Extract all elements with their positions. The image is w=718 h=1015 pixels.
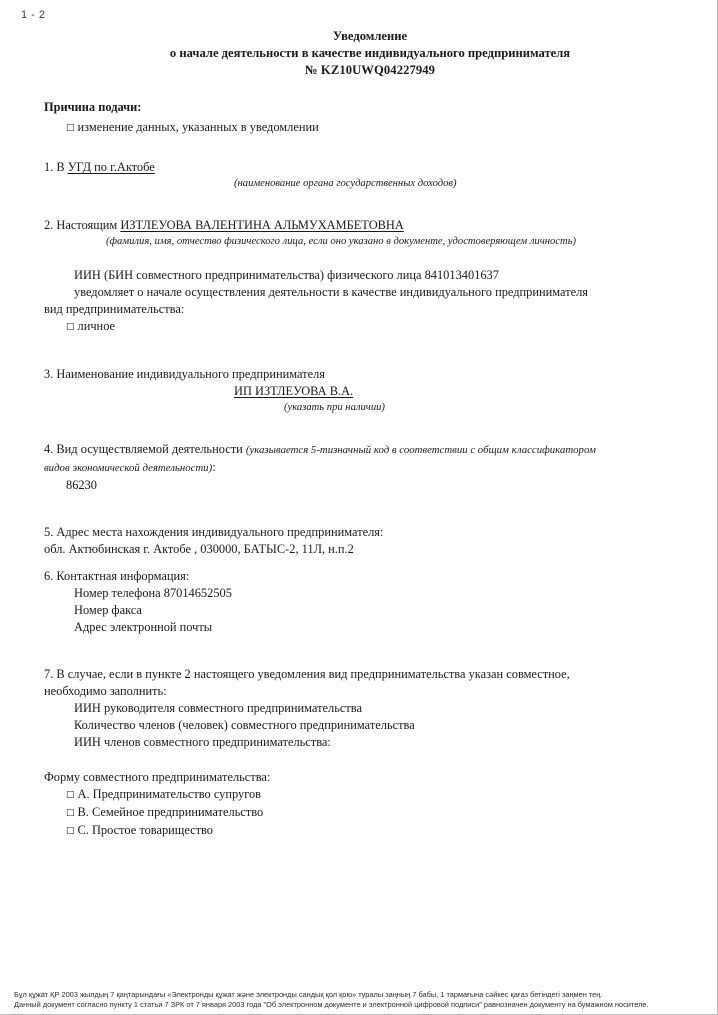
- joint-form-option-a-label: А. Предпринимательство супругов: [77, 787, 262, 802]
- checkbox-icon[interactable]: □: [66, 322, 75, 333]
- phone-row: [44, 585, 696, 602]
- title-line-1: Уведомление: [332, 29, 408, 43]
- notice-statement-row: уведомляет о начале осуществления деятельности в качестве индивидуального предпринимателя: [74, 285, 588, 300]
- notification-number: № KZ10UWQ04227949: [304, 63, 436, 77]
- checkbox-icon[interactable]: □: [66, 826, 75, 837]
- section-2-row: [44, 217, 696, 234]
- reason-option-row[interactable]: [44, 119, 696, 137]
- joint-form-option-a[interactable]: [44, 786, 696, 804]
- checkbox-icon[interactable]: □: [66, 123, 75, 134]
- section-4-colon: :: [212, 460, 216, 475]
- page-number-marker: 1 - 2: [21, 9, 46, 21]
- section-3-hint: (указать при наличии): [284, 402, 385, 414]
- joint-head-iin-label: ИИН руководителя совместного предпринимательства: [74, 701, 362, 716]
- phone-value: 87014652505: [163, 586, 232, 601]
- reason-heading: Причина подачи:: [44, 100, 142, 114]
- iin-label: ИИН (БИН совместного предпринимательства) физического лица: [74, 268, 425, 283]
- entrepreneurship-type-option-row[interactable]: [44, 318, 696, 336]
- section-2-prefix: 2. Настоящим: [44, 218, 121, 233]
- section-3-value-row: [44, 383, 696, 400]
- email-label: Адрес электронной почты: [74, 620, 213, 635]
- joint-form-option-b[interactable]: [44, 804, 696, 822]
- reason-option-label: изменение данных, указанных в уведомлении: [77, 120, 319, 135]
- joint-members-iin-label: ИИН членов совместного предпринимательства:: [74, 735, 331, 750]
- phone-label: Номер телефона: [74, 586, 164, 601]
- section-1-hint: (наименование органа государственных доходов): [234, 178, 457, 190]
- document-body: [0, 28, 718, 840]
- section-7-line-1: 7. В случае, если в пункте 2 настоящего уведомления вид предпринимательства указан совместное,: [44, 667, 570, 682]
- joint-form-option-c-label: С. Простое товарищество: [77, 823, 214, 838]
- title-line-2: о начале деятельности в качестве индивидуального предпринимателя: [169, 46, 571, 60]
- joint-form-option-b-label: В. Семейное предпринимательство: [77, 805, 264, 820]
- fax-label: Номер факса: [74, 603, 142, 618]
- section-4-hint-part2: видов экономической деятельности): [44, 462, 213, 475]
- joint-form-option-c[interactable]: [44, 822, 696, 840]
- section-4-hint-part1: (указывается 5-тизначный код в соответствии с общим классификатором: [245, 444, 596, 457]
- section-4-hint-row-2: [44, 459, 696, 477]
- address-value: обл. Актюбинская г. Актобе , 030000, БАТЫС-2, 11Л, н.п.2: [44, 542, 354, 557]
- activity-code-value: 86230: [66, 478, 97, 493]
- footer-text-russian: Данный документ согласно пункту 1 статьи 7 ЗРК от 7 января 2003 года "Об электронном документе и электронной цифровой подписи" равнозначен документу на бумажном носителе.: [14, 1000, 649, 1009]
- section-1-prefix: 1. В: [44, 160, 68, 175]
- section-1-authority-value: УГД по г.Актобе: [67, 160, 155, 175]
- section-5-label: 5. Адрес места нахождения индивидуального предпринимателя:: [44, 525, 384, 540]
- section-2-person-name: ИЗТЛЕУОВА ВАЛЕНТИНА АЛЬМУХАМБЕТОВНА: [120, 218, 404, 233]
- joint-form-label: Форму совместного предпринимательства:: [44, 770, 271, 785]
- section-1-row: [44, 159, 696, 176]
- iin-value: 841013401637: [424, 268, 499, 283]
- document-title-block: [44, 28, 696, 79]
- joint-members-count-label: Количество членов (человек) совместного предпринимательства: [74, 718, 415, 733]
- entrepreneurship-type-label: вид предпринимательства:: [44, 302, 185, 317]
- section-3-label: 3. Наименование индивидуального предпринимателя: [44, 367, 325, 382]
- document-footer: [0, 990, 718, 1010]
- section-6-label: 6. Контактная информация:: [44, 569, 190, 584]
- footer-text-kazakh: Бұл құжат ҚР 2003 жылдың 7 қаңтарындағы «Электронды құжат және электронды сандық қол қою» туралы заңның 7 бабы, 1 тармағына сәйкес қағаз бетіндегі заңмен тең.: [14, 990, 603, 999]
- checkbox-icon[interactable]: □: [66, 808, 75, 819]
- iin-row: [44, 267, 696, 284]
- section-2-hint: (фамилия, имя, отчество физического лица, если оно указано в документе, удостоверяющем личность): [106, 236, 577, 248]
- checkbox-icon[interactable]: □: [66, 790, 75, 801]
- business-name-value: ИП ИЗТЛЕУОВА В.А.: [234, 384, 354, 399]
- section-4-row: [44, 441, 696, 459]
- section-4-label: 4. Вид осуществляемой деятельности: [44, 442, 246, 457]
- entrepreneurship-type-option-label: личное: [77, 319, 116, 334]
- section-7-line-2: необходимо заполнить:: [44, 684, 167, 699]
